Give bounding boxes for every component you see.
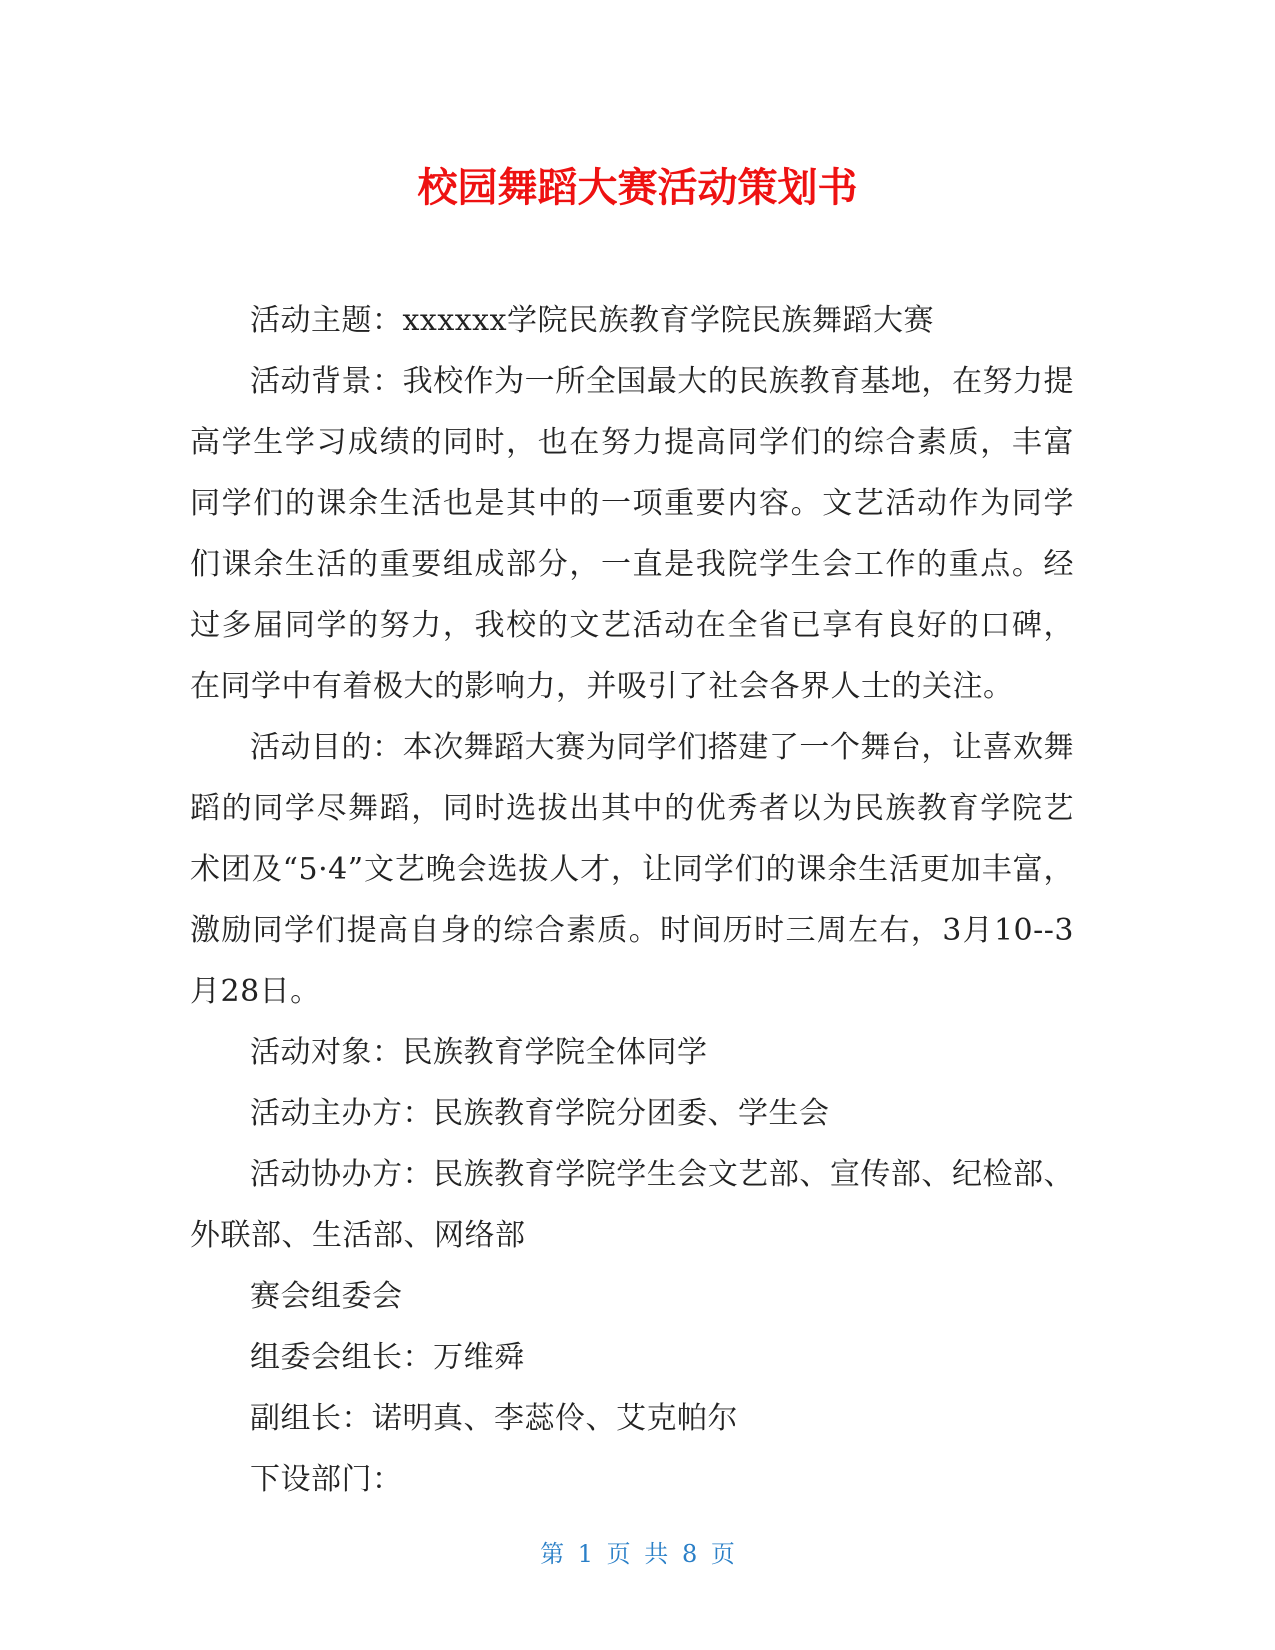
page-number-footer: 第 1 页 共 8 页 [540,1540,735,1568]
paragraph-co-organizer: 活动协办方：民族教育学院学生会文艺部、宣传部、纪检部、外联部、生活部、网络部 [190,1157,1074,1253]
paragraph-vice-leaders: 副组长：诺明真、李蕊伶、艾克帕尔 [250,1401,738,1436]
paragraph-committee-leader: 组委会组长：万维舜 [250,1340,525,1375]
paragraph-committee: 赛会组委会 [250,1279,403,1314]
paragraph-organizer: 活动主办方：民族教育学院分团委、学生会 [250,1096,830,1131]
paragraph-theme: 活动主题：xxxxxx学院民族教育学院民族舞蹈大赛 [250,303,935,338]
paragraph-purpose: 活动目的：本次舞蹈大赛为同学们搭建了一个舞台，让喜欢舞蹈的同学尽舞蹈，同时选拔出其中的优秀者以为民族教育学院艺术团及“5·4”文艺晚会选拔人才，让同学们的课余生活更加丰富，激励同学们提高自身的综合素质。时间历时三周左右，3月10--3月28日。 [190,730,1074,1009]
paragraph-departments: 下设部门： [250,1462,403,1497]
paragraph-background: 活动背景：我校作为一所全国最大的民族教育基地，在努力提高学生学习成绩的同时，也在努力提高同学们的综合素质，丰富同学们的课余生活也是其中的一项重要内容。文艺活动作为同学们课余生活的重要组成部分，一直是我院学生会工作的重点。经过多届同学的努力，我校的文艺活动在全省已享有良好的口碑，在同学中有着极大的影响力，并吸引了社会各界人士的关注。 [190,364,1074,704]
paragraph-target: 活动对象：民族教育学院全体同学 [250,1035,708,1070]
document-body [190,290,1074,1510]
document-title: 校园舞蹈大赛活动策划书 [417,165,858,211]
